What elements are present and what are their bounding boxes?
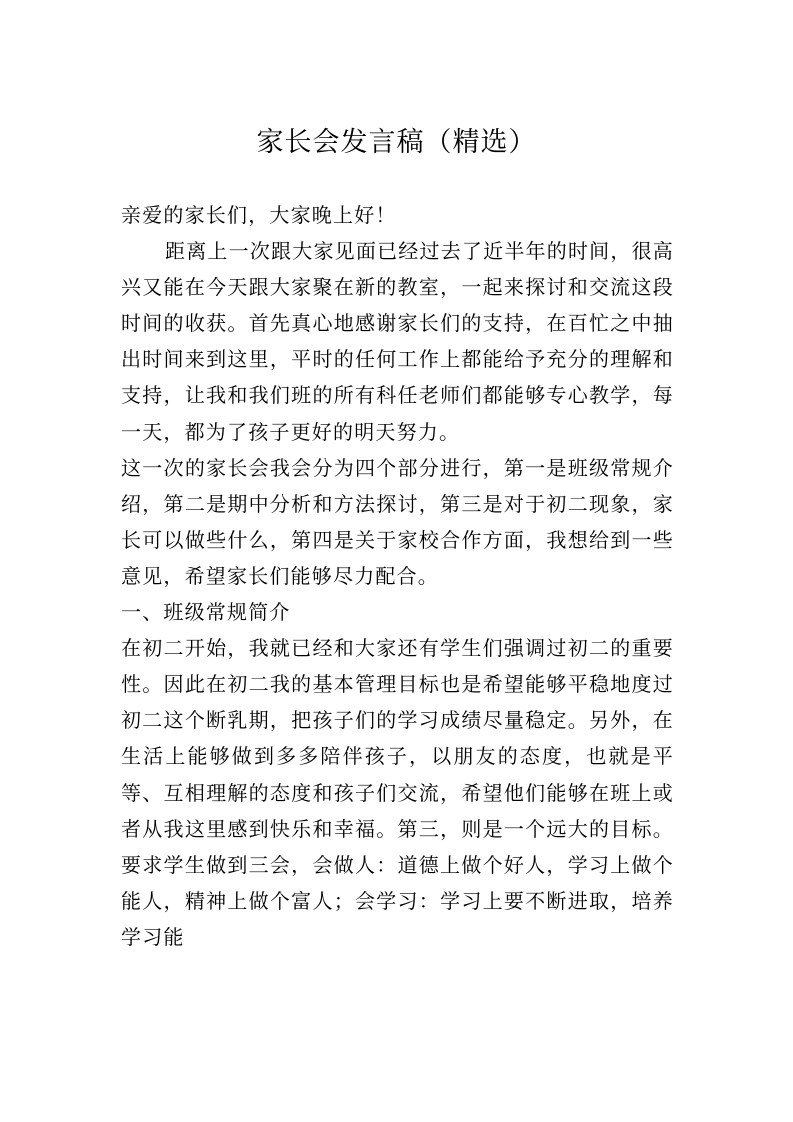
body-paragraph: 距离上一次跟大家见面已经过去了近半年的时间，很高兴又能在今天跟大家聚在新的教室，一起来探讨和交流这段时间的收获。首先真心地感谢家长们的支持，在百忙之中抽出时间来到这里，平时的任何工作上都能给予充分的理解和支持，让我和我们班的所有科任老师们都能够专心教学，每一天，都为了孩子更好的明天努力。 xyxy=(121,239,674,444)
greeting-paragraph: 亲爱的家长们，大家晚上好！ xyxy=(121,203,397,227)
document-title: 家长会发言稿（精选） xyxy=(256,127,537,158)
section-heading: 一、班级常规简介 xyxy=(121,600,291,625)
body-paragraph: 在初二开始，我就已经和大家还有学生们强调过初二的重要性。因此在初二我的基本管理目标也是希望能够平稳地度过初二这个断乳期，把孩子们的学习成绩尽量稳定。另外，在生活上能够做到多多陪伴孩子，以朋友的态度，也就是平等、互相理解的态度和孩子们交流，希望他们能够在班上或者从我这里感到快乐和幸福。第三，则是一个远大的目标。要求学生做到三会，会做人：道德上做个好人，学习上做个能人，精神上做个富人；会学习：学习上要不断进取，培养学习能 xyxy=(121,636,674,949)
body-paragraph: 这一次的家长会我会分为四个部分进行，第一是班级常规介绍，第二是期中分析和方法探讨，第三是对于初二现象，家长可以做些什么，第四是关于家校合作方面，我想给到一些意见，希望家长们能够尽力配合。 xyxy=(121,455,674,588)
document-body xyxy=(121,197,674,955)
